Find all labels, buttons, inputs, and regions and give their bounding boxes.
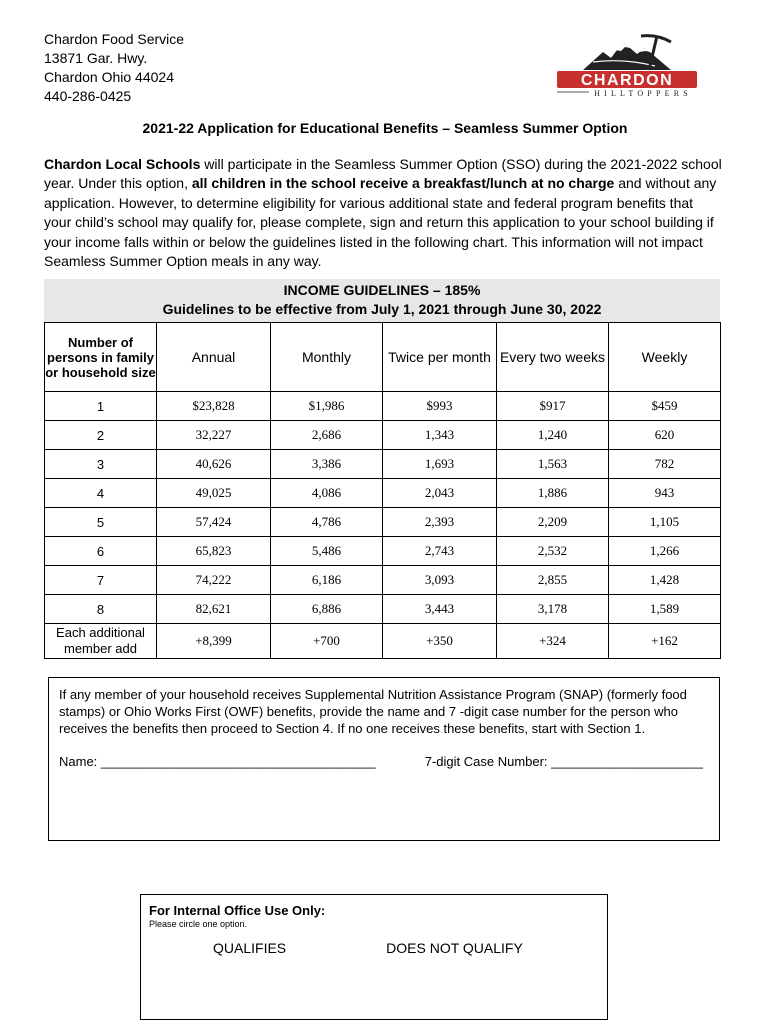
table-row [45, 624, 721, 659]
income-cell: 65,823 [157, 537, 271, 566]
snap-case-number-field[interactable]: 7-digit Case Number: _____________________ [424, 754, 703, 769]
office-subtext: Please circle one option. [149, 919, 248, 929]
column-header: Weekly [609, 323, 721, 392]
income-cell: +700 [271, 624, 383, 659]
income-cell: +162 [609, 624, 721, 659]
household-size-cell: 7 [45, 566, 157, 595]
guidelines-heading [44, 279, 720, 322]
household-size-cell: 8 [45, 595, 157, 624]
income-cell: 3,178 [497, 595, 609, 624]
household-size-cell: 6 [45, 537, 157, 566]
table-header-row [45, 323, 721, 392]
table-row [45, 595, 721, 624]
page-title: 2021-22 Application for Educational Benefits – Seamless Summer Option [142, 120, 628, 136]
intro-paragraph [44, 155, 724, 271]
chardon-logo [553, 32, 701, 100]
income-cell: 2,686 [271, 421, 383, 450]
address-line: Chardon Ohio 44024 [44, 69, 174, 85]
guidelines-dates: Guidelines to be effective from July 1, 2021 through June 30, 2022 [162, 301, 602, 317]
intro-bold-meals: all children in the school receive a breakfast/lunch at no charge [191, 175, 615, 192]
income-cell: 74,222 [157, 566, 271, 595]
income-cell: 1,693 [383, 450, 497, 479]
income-cell: 1,343 [383, 421, 497, 450]
guidelines-title: INCOME GUIDELINES – 185% [283, 282, 481, 298]
income-cell: 1,105 [609, 508, 721, 537]
income-cell: 2,532 [497, 537, 609, 566]
income-cell: 57,424 [157, 508, 271, 537]
income-cell: 82,621 [157, 595, 271, 624]
income-cell: 1,563 [497, 450, 609, 479]
household-size-cell: 2 [45, 421, 157, 450]
office-heading: For Internal Office Use Only: [149, 903, 326, 918]
income-cell: 49,025 [157, 479, 271, 508]
income-cell: 2,393 [383, 508, 497, 537]
income-cell: $459 [609, 392, 721, 421]
income-cell: 4,786 [271, 508, 383, 537]
address-line: 440-286-0425 [44, 88, 132, 104]
income-cell: 2,855 [497, 566, 609, 595]
household-size-cell: 5 [45, 508, 157, 537]
income-cell: 620 [609, 421, 721, 450]
logo-tagline: HILLTOPPERS [594, 89, 692, 98]
income-cell: 1,240 [497, 421, 609, 450]
household-size-cell: 3 [45, 450, 157, 479]
income-cell: 32,227 [157, 421, 271, 450]
snap-section [48, 677, 720, 841]
table-row [45, 508, 721, 537]
income-cell: 1,886 [497, 479, 609, 508]
income-cell: $917 [497, 392, 609, 421]
income-cell: 2,043 [383, 479, 497, 508]
income-cell: 6,886 [271, 595, 383, 624]
table-row [45, 421, 721, 450]
income-cell: 3,386 [271, 450, 383, 479]
qualifies-option[interactable]: QUALIFIES [213, 940, 287, 956]
office-use-box [140, 894, 608, 1020]
income-cell: +8,399 [157, 624, 271, 659]
income-cell: 3,093 [383, 566, 497, 595]
address-line: 13871 Gar. Hwy. [44, 50, 148, 66]
income-cell: 2,743 [383, 537, 497, 566]
does-not-qualify-option[interactable]: DOES NOT QUALIFY [386, 940, 523, 956]
income-cell: 2,209 [497, 508, 609, 537]
table-row [45, 537, 721, 566]
income-cell: 40,626 [157, 450, 271, 479]
income-cell: 3,443 [383, 595, 497, 624]
income-cell: +324 [497, 624, 609, 659]
column-header: Number of persons in family or household size [45, 323, 157, 392]
income-cell: 1,266 [609, 537, 721, 566]
income-cell: 943 [609, 479, 721, 508]
intro-text: and without any application. However, to determine eligibility for various additional state and federal program benefits that your child’s school may qualify for, please complete, sign and return this application to your school building if your income falls within or below the guidelines listed in the following chart. This information will not impact Seamless Summer Option meals in any way. [44, 175, 717, 270]
table-row [45, 479, 721, 508]
column-header: Twice per month [383, 323, 497, 392]
intro-text: will participate in the Seamless Summer Option (SSO) during the 2021-2022 school year. Under this option, [44, 156, 722, 192]
household-size-cell: 4 [45, 479, 157, 508]
income-cell: $1,986 [271, 392, 383, 421]
income-cell: 1,428 [609, 566, 721, 595]
table-row [45, 450, 721, 479]
intro-bold-school: Chardon Local Schools [44, 156, 201, 172]
income-cell: 4,086 [271, 479, 383, 508]
income-cell: 1,589 [609, 595, 721, 624]
address-block [44, 30, 184, 106]
mountain-pickaxe-logo-icon [583, 36, 671, 70]
income-cell: 6,186 [271, 566, 383, 595]
income-guidelines [44, 279, 720, 659]
table-row [45, 566, 721, 595]
income-cell: 5,486 [271, 537, 383, 566]
column-header: Monthly [271, 323, 383, 392]
column-header: Every two weeks [497, 323, 609, 392]
household-size-cell: Each additional member add [45, 624, 157, 659]
logo-name: CHARDON [580, 72, 674, 89]
address-line: Chardon Food Service [44, 31, 185, 47]
table-row [45, 392, 721, 421]
income-table [44, 322, 721, 659]
household-size-cell: 1 [45, 392, 157, 421]
income-cell: +350 [383, 624, 497, 659]
income-cell: 782 [609, 450, 721, 479]
snap-instructions: If any member of your household receives Supplemental Nutrition Assistance Program (SNAP) (formerly food stamps) or Ohio Works First (OWF) benefits, provide the name and 7 -digit case number for the person who receives the benefits then proceed to Section 4. If no one receives these benefits, start with Section 1. [59, 687, 687, 736]
snap-name-field[interactable]: Name: ______________________________________ [59, 754, 376, 769]
column-header: Annual [157, 323, 271, 392]
income-cell: $993 [383, 392, 497, 421]
income-cell: $23,828 [157, 392, 271, 421]
